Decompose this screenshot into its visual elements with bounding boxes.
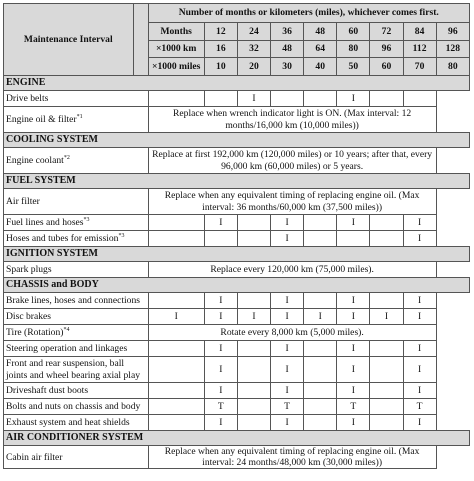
section-title: CHASSIS and BODY: [4, 278, 470, 293]
schedule-mark: [370, 215, 403, 231]
table-row: [4, 215, 470, 231]
schedule-mark: I: [237, 91, 270, 107]
interval-value: 96: [436, 23, 469, 41]
item-name-cell: [4, 325, 149, 341]
schedule-mark: [403, 91, 436, 107]
interval-value: 40: [304, 58, 337, 76]
schedule-mark: [370, 91, 403, 107]
table-row: [4, 231, 470, 247]
section-title: COOLING SYSTEM: [4, 133, 470, 148]
unit-label: ×1000 km: [148, 41, 204, 58]
item-name-cell: [4, 383, 149, 399]
interval-value: 20: [237, 58, 270, 76]
schedule-mark: [370, 399, 403, 415]
item-name: Engine coolant: [6, 154, 64, 166]
schedule-mark: I: [204, 415, 237, 431]
interval-value: 96: [370, 41, 403, 58]
section-title: FUEL SYSTEM: [4, 174, 470, 189]
item-name-cell: [4, 357, 149, 383]
schedule-mark: I: [204, 293, 237, 309]
table-row: [4, 293, 470, 309]
item-name: Tire (Rotation): [6, 326, 64, 338]
schedule-mark: [370, 293, 403, 309]
schedule-mark: [237, 293, 270, 309]
section-title: AIR CONDITIONER SYSTEM: [4, 431, 470, 446]
table-row: [4, 107, 470, 133]
schedule-mark: I: [403, 357, 436, 383]
interval-value: 60: [337, 23, 370, 41]
item-name: Engine oil & filter: [6, 113, 77, 125]
item-name-cell: [4, 309, 149, 325]
item-name: Driveshaft dust boots: [6, 384, 89, 396]
schedule-mark: [337, 231, 370, 247]
schedule-mark: [148, 91, 204, 107]
schedule-mark: [304, 357, 337, 383]
interval-header: Number of months or kilometers (miles), whichever comes first.: [148, 4, 469, 23]
item-name-cell: [4, 189, 149, 215]
interval-value: 24: [237, 23, 270, 41]
item-name: Cabin air filter: [6, 451, 63, 463]
schedule-mark: I: [204, 341, 237, 357]
schedule-note: Replace when any equivalent timing of replacing engine oil. (Max interval: 36 months/60,000 km (37,500 miles)): [148, 189, 436, 215]
schedule-mark: [304, 399, 337, 415]
item-name-cell: [4, 293, 149, 309]
schedule-mark: [271, 91, 304, 107]
item-name-cell: [4, 262, 149, 278]
schedule-mark: [237, 231, 270, 247]
schedule-mark: I: [271, 357, 304, 383]
footnote-ref: *1: [76, 113, 83, 120]
item-name-cell: [4, 415, 149, 431]
schedule-mark: I: [237, 309, 270, 325]
unit-label: Months: [148, 23, 204, 41]
header-row-top: [4, 4, 470, 23]
schedule-mark: [148, 231, 204, 247]
footnote-ref: *3: [118, 232, 125, 239]
table-row: [4, 357, 470, 383]
schedule-mark: [204, 231, 237, 247]
schedule-mark: I: [337, 383, 370, 399]
schedule-mark: I: [337, 357, 370, 383]
schedule-mark: I: [403, 293, 436, 309]
table-row: [4, 415, 470, 431]
schedule-mark: T: [337, 399, 370, 415]
table-row: [4, 383, 470, 399]
interval-value: 36: [271, 23, 304, 41]
schedule-mark: [148, 357, 204, 383]
table-row: [4, 399, 470, 415]
schedule-mark: [204, 91, 237, 107]
maintenance-schedule: [3, 3, 470, 469]
schedule-note: Replace at first 192,000 km (120,000 miles) or 10 years; after that, every 96,000 km (60,000 miles) or 5 years.: [148, 148, 436, 174]
schedule-mark: [304, 293, 337, 309]
schedule-mark: [148, 383, 204, 399]
maintenance-interval-header: Maintenance Interval: [4, 4, 134, 76]
schedule-mark: [304, 215, 337, 231]
interval-value: 16: [204, 41, 237, 58]
section-title: ENGINE: [4, 76, 470, 91]
item-name-cell: [4, 231, 149, 247]
schedule-mark: [237, 215, 270, 231]
schedule-mark: I: [403, 383, 436, 399]
schedule-mark: I: [337, 91, 370, 107]
schedule-mark: [370, 383, 403, 399]
section-row: [4, 133, 470, 148]
header-spacer: [133, 4, 148, 76]
schedule-mark: I: [337, 215, 370, 231]
interval-value: 10: [204, 58, 237, 76]
section-row: [4, 76, 470, 91]
table-row: [4, 309, 470, 325]
schedule-mark: [148, 399, 204, 415]
schedule-mark: I: [337, 293, 370, 309]
schedule-mark: I: [204, 309, 237, 325]
schedule-mark: T: [204, 399, 237, 415]
schedule-mark: [370, 357, 403, 383]
schedule-mark: [370, 341, 403, 357]
schedule-mark: [304, 91, 337, 107]
schedule-mark: I: [337, 415, 370, 431]
unit-label: ×1000 miles: [148, 58, 204, 76]
schedule-mark: [148, 293, 204, 309]
schedule-mark: I: [403, 341, 436, 357]
interval-value: 48: [271, 41, 304, 58]
item-name-cell: [4, 91, 149, 107]
item-name: Disc brakes: [6, 310, 52, 322]
table-body: [4, 4, 470, 469]
interval-value: 50: [337, 58, 370, 76]
schedule-mark: [370, 231, 403, 247]
item-name: Drive belts: [6, 92, 49, 104]
item-name-cell: [4, 107, 149, 133]
interval-value: 112: [403, 41, 436, 58]
schedule-mark: I: [271, 293, 304, 309]
schedule-note: Replace when any equivalent timing of replacing engine oil. (Max interval: 24 months/48,000 km (30,000 miles)): [148, 446, 436, 469]
item-name: Bolts and nuts on chassis and body: [6, 400, 141, 412]
schedule-mark: I: [304, 309, 337, 325]
footnote-ref: *4: [63, 326, 70, 333]
item-name-cell: [4, 215, 149, 231]
schedule-mark: T: [271, 399, 304, 415]
interval-value: 64: [304, 41, 337, 58]
schedule-mark: [237, 341, 270, 357]
interval-value: 84: [403, 23, 436, 41]
section-row: [4, 174, 470, 189]
item-name: Hoses and tubes for emission: [6, 232, 119, 244]
schedule-mark: I: [271, 309, 304, 325]
section-row: [4, 278, 470, 293]
interval-value: 12: [204, 23, 237, 41]
interval-value: 128: [436, 41, 469, 58]
schedule-mark: [148, 341, 204, 357]
table-row: [4, 262, 470, 278]
item-name: Brake lines, hoses and connections: [6, 294, 141, 306]
item-name: Spark plugs: [6, 263, 52, 275]
schedule-mark: I: [204, 383, 237, 399]
schedule-mark: I: [403, 415, 436, 431]
schedule-mark: [304, 415, 337, 431]
table-row: [4, 325, 470, 341]
schedule-mark: [304, 231, 337, 247]
item-name: Exhaust system and heat shields: [6, 416, 130, 428]
schedule-mark: I: [271, 231, 304, 247]
schedule-mark: I: [337, 341, 370, 357]
schedule-mark: [237, 415, 270, 431]
schedule-mark: I: [271, 383, 304, 399]
schedule-mark: T: [403, 399, 436, 415]
schedule-mark: I: [271, 415, 304, 431]
item-name: Fuel lines and hoses: [6, 216, 84, 228]
footnote-ref: *3: [83, 216, 90, 223]
interval-value: 32: [237, 41, 270, 58]
schedule-mark: I: [271, 341, 304, 357]
item-name: Steering operation and linkages: [6, 342, 128, 354]
schedule-mark: I: [204, 215, 237, 231]
interval-value: 70: [403, 58, 436, 76]
table-row: [4, 91, 470, 107]
item-name: Front and rear suspension, ball joints and wheel bearing axial play: [6, 358, 141, 381]
item-name-cell: [4, 446, 149, 469]
interval-value: 30: [271, 58, 304, 76]
schedule-mark: I: [271, 215, 304, 231]
schedule-mark: I: [403, 309, 436, 325]
schedule-mark: I: [403, 231, 436, 247]
schedule-mark: I: [337, 309, 370, 325]
table-row: [4, 341, 470, 357]
interval-value: 80: [436, 58, 469, 76]
interval-value: 48: [304, 23, 337, 41]
maintenance-table: [3, 3, 470, 469]
section-row: [4, 247, 470, 262]
schedule-mark: [148, 215, 204, 231]
schedule-mark: I: [204, 357, 237, 383]
schedule-mark: [370, 415, 403, 431]
schedule-mark: [148, 415, 204, 431]
footnote-ref: *2: [63, 154, 70, 161]
schedule-note: Replace when wrench indicator light is ON. (Max interval: 12 months/16,000 km (10,000 miles)): [148, 107, 436, 133]
schedule-mark: [237, 399, 270, 415]
interval-value: 72: [370, 23, 403, 41]
table-row: [4, 446, 470, 469]
schedule-mark: [304, 341, 337, 357]
item-name-cell: [4, 148, 149, 174]
schedule-mark: I: [370, 309, 403, 325]
schedule-note: Rotate every 8,000 km (5,000 miles).: [148, 325, 436, 341]
schedule-mark: [237, 357, 270, 383]
section-title: IGNITION SYSTEM: [4, 247, 470, 262]
interval-value: 80: [337, 41, 370, 58]
table-row: [4, 189, 470, 215]
section-row: [4, 431, 470, 446]
schedule-mark: I: [403, 215, 436, 231]
item-name-cell: [4, 399, 149, 415]
schedule-mark: [237, 383, 270, 399]
schedule-note: Replace every 120,000 km (75,000 miles).: [148, 262, 436, 278]
item-name: Air filter: [6, 195, 40, 207]
schedule-mark: [304, 383, 337, 399]
item-name-cell: [4, 341, 149, 357]
interval-value: 60: [370, 58, 403, 76]
schedule-mark: I: [148, 309, 204, 325]
table-row: [4, 148, 470, 174]
